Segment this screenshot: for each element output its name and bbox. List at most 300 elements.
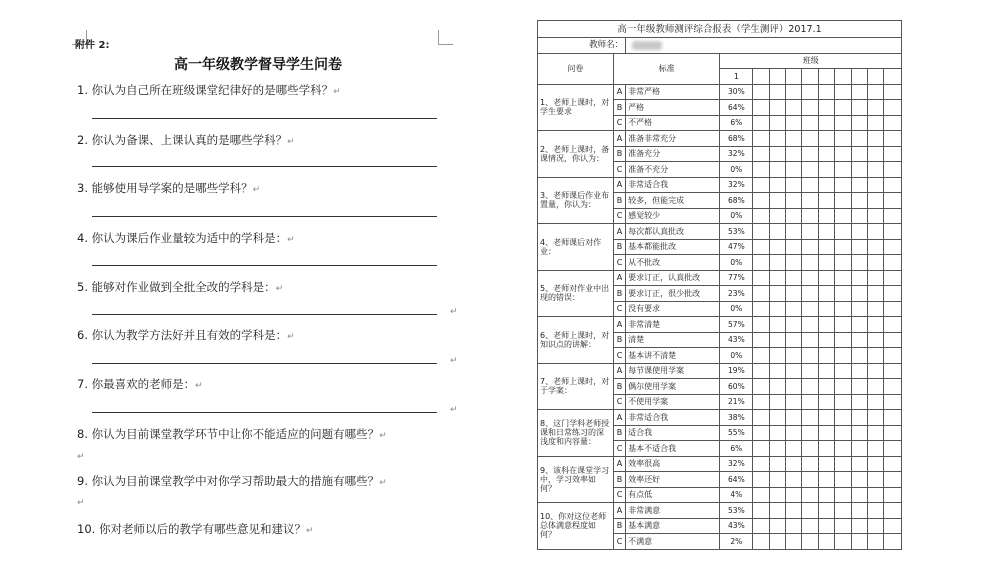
empty-cell [802, 84, 818, 100]
question-6: 6. 你认为教学方法好并且有效的学科是：↵ [77, 328, 295, 342]
option-letter: A [613, 84, 625, 100]
empty-cell [851, 100, 867, 116]
empty-cell [851, 301, 867, 317]
empty-cell [769, 100, 785, 116]
option-text: 要求订正，认真批改 [626, 270, 720, 286]
empty-cell [786, 115, 802, 131]
empty-cell [786, 456, 802, 472]
empty-cell [818, 410, 834, 426]
empty-cell [786, 487, 802, 503]
crop-mark-top-right [438, 30, 453, 45]
empty-cell [769, 162, 785, 178]
empty-cell [868, 301, 884, 317]
empty-cell [802, 394, 818, 410]
percentage-cell: 32% [720, 146, 753, 162]
empty-cell [818, 100, 834, 116]
option-letter: B [613, 332, 625, 348]
evaluation-table [537, 20, 902, 550]
percentage-cell: 32% [720, 456, 753, 472]
empty-cell [835, 379, 851, 395]
option-text: 严格 [626, 100, 720, 116]
option-letter: B [613, 472, 625, 488]
empty-cell [802, 363, 818, 379]
percentage-cell: 77% [720, 270, 753, 286]
empty-cell [868, 317, 884, 333]
empty-cell [753, 131, 769, 147]
option-text: 效率还好 [626, 472, 720, 488]
empty-cell [884, 255, 902, 271]
empty-cell [884, 193, 902, 209]
empty-cell [786, 255, 802, 271]
option-letter: C [613, 115, 625, 131]
empty-cell [868, 394, 884, 410]
empty-cell [884, 332, 902, 348]
empty-cell [835, 84, 851, 100]
empty-cell [802, 472, 818, 488]
empty-cell [769, 441, 785, 457]
empty-cell [884, 317, 902, 333]
empty-cell [753, 379, 769, 395]
empty-cell [851, 332, 867, 348]
empty-cell [786, 193, 802, 209]
empty-cell [884, 534, 902, 550]
option-text: 基本满意 [626, 518, 720, 534]
empty-cell [868, 379, 884, 395]
empty-cell [786, 534, 802, 550]
empty-cell [835, 224, 851, 240]
percentage-cell: 60% [720, 379, 753, 395]
table-row [538, 317, 902, 333]
percentage-cell: 47% [720, 239, 753, 255]
option-letter: B [613, 146, 625, 162]
percentage-cell: 0% [720, 162, 753, 178]
percentage-cell: 19% [720, 363, 753, 379]
option-text: 要求订正，很少批改 [626, 286, 720, 302]
empty-cell [818, 348, 834, 364]
option-text: 不满意 [626, 534, 720, 550]
empty-cell [769, 332, 785, 348]
empty-cell [818, 224, 834, 240]
empty-cell [835, 410, 851, 426]
paragraph-mark: ↵ [77, 498, 85, 508]
percentage-cell: 55% [720, 425, 753, 441]
option-text: 准备不充分 [626, 162, 720, 178]
empty-cell [868, 270, 884, 286]
empty-cell [753, 286, 769, 302]
empty-cell [753, 487, 769, 503]
question-8: 8. 你认为目前课堂教学环节中让你不能适应的问题有哪些？↵ [77, 427, 387, 441]
header-standard: 标准 [613, 53, 720, 84]
empty-cell [818, 146, 834, 162]
header-question: 问卷 [538, 53, 614, 84]
empty-cell [835, 146, 851, 162]
question-7: 7. 你最喜欢的老师是：↵ [77, 377, 203, 391]
empty-cell [786, 100, 802, 116]
empty-cell [835, 131, 851, 147]
empty-cell [802, 255, 818, 271]
option-letter: B [613, 425, 625, 441]
attachment-label: 附件 2: [75, 40, 110, 51]
option-letter: B [613, 193, 625, 209]
empty-cell [769, 69, 785, 85]
option-text: 非常清楚 [626, 317, 720, 333]
empty-cell [884, 379, 902, 395]
empty-cell [868, 115, 884, 131]
empty-cell [868, 503, 884, 519]
question-cell: 9、该科在课堂学习中，学习效率如何？ [538, 456, 614, 503]
empty-cell [851, 503, 867, 519]
option-text: 偶尔使用学案 [626, 379, 720, 395]
question-cell: 10、你对这位老师总体满意程度如何？ [538, 503, 614, 550]
empty-cell [851, 487, 867, 503]
option-letter: B [613, 239, 625, 255]
empty-cell [818, 177, 834, 193]
empty-cell [851, 84, 867, 100]
empty-cell [851, 193, 867, 209]
empty-cell [884, 363, 902, 379]
empty-cell [884, 394, 902, 410]
empty-cell [835, 286, 851, 302]
empty-cell [851, 146, 867, 162]
empty-cell [786, 332, 802, 348]
empty-cell [769, 363, 785, 379]
option-letter: B [613, 286, 625, 302]
empty-cell [753, 456, 769, 472]
empty-cell [753, 410, 769, 426]
empty-cell [818, 503, 834, 519]
empty-cell [786, 208, 802, 224]
option-letter: B [613, 518, 625, 534]
percentage-cell: 53% [720, 224, 753, 240]
option-letter: A [613, 410, 625, 426]
empty-cell [884, 487, 902, 503]
option-letter: C [613, 534, 625, 550]
empty-cell [753, 441, 769, 457]
empty-cell [835, 472, 851, 488]
empty-cell [868, 131, 884, 147]
empty-cell [769, 425, 785, 441]
option-text: 非常适合我 [626, 410, 720, 426]
empty-cell [786, 472, 802, 488]
empty-cell [868, 332, 884, 348]
empty-cell [868, 193, 884, 209]
percentage-cell: 0% [720, 348, 753, 364]
option-text: 基本不适合我 [626, 441, 720, 457]
empty-cell [851, 208, 867, 224]
empty-cell [818, 379, 834, 395]
empty-cell [884, 456, 902, 472]
empty-cell [818, 239, 834, 255]
empty-cell [802, 193, 818, 209]
percentage-cell: 38% [720, 410, 753, 426]
empty-cell [753, 503, 769, 519]
empty-cell [835, 193, 851, 209]
empty-cell [851, 317, 867, 333]
empty-cell [818, 518, 834, 534]
answer-line-2 [92, 166, 437, 167]
option-letter: C [613, 162, 625, 178]
empty-cell [769, 394, 785, 410]
question-cell: 4、老师课后对作业： [538, 224, 614, 271]
answer-line-3 [92, 216, 437, 217]
empty-cell [786, 270, 802, 286]
empty-cell [769, 379, 785, 395]
empty-cell [753, 332, 769, 348]
empty-cell [818, 131, 834, 147]
empty-cell [851, 363, 867, 379]
empty-cell [884, 410, 902, 426]
option-letter: C [613, 348, 625, 364]
empty-cell [802, 301, 818, 317]
percentage-cell: 32% [720, 177, 753, 193]
empty-cell [753, 193, 769, 209]
empty-cell [786, 410, 802, 426]
empty-cell [868, 224, 884, 240]
table-row [538, 270, 902, 286]
question-5: 5. 能够对作业做到全批全改的学科是：↵ [77, 280, 284, 294]
evaluation-report [537, 20, 902, 561]
empty-cell [868, 348, 884, 364]
empty-cell [884, 177, 902, 193]
empty-cell [753, 472, 769, 488]
table-row [538, 131, 902, 147]
empty-cell [851, 270, 867, 286]
empty-cell [818, 255, 834, 271]
empty-cell [835, 69, 851, 85]
empty-cell [786, 348, 802, 364]
empty-cell [753, 239, 769, 255]
empty-cell [802, 348, 818, 364]
empty-cell [868, 69, 884, 85]
empty-cell [851, 348, 867, 364]
teacher-name-redacted [626, 38, 902, 54]
option-letter: A [613, 270, 625, 286]
empty-cell [851, 162, 867, 178]
empty-cell [753, 224, 769, 240]
empty-cell [835, 503, 851, 519]
empty-cell [802, 534, 818, 550]
empty-cell [835, 100, 851, 116]
empty-cell [753, 115, 769, 131]
option-letter: B [613, 379, 625, 395]
empty-cell [884, 518, 902, 534]
empty-cell [884, 146, 902, 162]
question-cell: 1、老师上课时，对学生要求 [538, 84, 614, 131]
empty-cell [769, 286, 785, 302]
empty-cell [835, 456, 851, 472]
empty-cell [884, 348, 902, 364]
header-class-1: 1 [720, 69, 753, 85]
option-letter: A [613, 363, 625, 379]
empty-cell [802, 69, 818, 85]
table-row [538, 177, 902, 193]
empty-cell [786, 518, 802, 534]
empty-cell [851, 410, 867, 426]
option-text: 效率很高 [626, 456, 720, 472]
option-text: 非常严格 [626, 84, 720, 100]
empty-cell [884, 208, 902, 224]
percentage-cell: 64% [720, 472, 753, 488]
answer-line-1 [92, 118, 437, 119]
empty-cell [835, 518, 851, 534]
empty-cell [769, 193, 785, 209]
percentage-cell: 4% [720, 487, 753, 503]
option-text: 有点低 [626, 487, 720, 503]
empty-cell [884, 270, 902, 286]
empty-cell [868, 162, 884, 178]
empty-cell [753, 162, 769, 178]
empty-cell [868, 146, 884, 162]
empty-cell [835, 317, 851, 333]
question-cell: 2、老师上课时，备课情况，你认为： [538, 131, 614, 178]
empty-cell [802, 518, 818, 534]
percentage-cell: 0% [720, 208, 753, 224]
empty-cell [851, 177, 867, 193]
table-row [538, 410, 902, 426]
table-row [538, 503, 902, 519]
empty-cell [818, 456, 834, 472]
empty-cell [786, 177, 802, 193]
option-letter: A [613, 224, 625, 240]
empty-cell [851, 472, 867, 488]
percentage-cell: 30% [720, 84, 753, 100]
percentage-cell: 68% [720, 193, 753, 209]
empty-cell [868, 208, 884, 224]
question-cell: 6、老师上课时，对知识点的讲解： [538, 317, 614, 364]
empty-cell [802, 224, 818, 240]
empty-cell [769, 301, 785, 317]
table-row [538, 84, 902, 100]
empty-cell [786, 286, 802, 302]
answer-line-7 [92, 412, 437, 413]
empty-cell [884, 131, 902, 147]
empty-cell [753, 100, 769, 116]
empty-cell [818, 472, 834, 488]
option-text: 从不批改 [626, 255, 720, 271]
empty-cell [802, 410, 818, 426]
empty-cell [753, 534, 769, 550]
header-class: 班级 [720, 53, 902, 69]
percentage-cell: 23% [720, 286, 753, 302]
empty-cell [786, 84, 802, 100]
empty-cell [884, 100, 902, 116]
empty-cell [818, 193, 834, 209]
empty-cell [769, 146, 785, 162]
empty-cell [786, 317, 802, 333]
option-text: 准备非常充分 [626, 131, 720, 147]
option-letter: C [613, 208, 625, 224]
option-letter: C [613, 394, 625, 410]
empty-cell [868, 534, 884, 550]
empty-cell [753, 317, 769, 333]
empty-cell [753, 270, 769, 286]
empty-cell [884, 224, 902, 240]
empty-cell [835, 348, 851, 364]
empty-cell [753, 255, 769, 271]
empty-cell [884, 503, 902, 519]
empty-cell [753, 208, 769, 224]
empty-cell [851, 425, 867, 441]
empty-cell [884, 472, 902, 488]
empty-cell [835, 162, 851, 178]
empty-cell [835, 441, 851, 457]
empty-cell [835, 177, 851, 193]
empty-cell [868, 410, 884, 426]
empty-cell [818, 286, 834, 302]
empty-cell [753, 177, 769, 193]
empty-cell [818, 270, 834, 286]
question-cell: 7、老师上课时，对于学案： [538, 363, 614, 410]
empty-cell [818, 534, 834, 550]
empty-cell [818, 332, 834, 348]
empty-cell [753, 84, 769, 100]
option-letter: A [613, 131, 625, 147]
percentage-cell: 53% [720, 503, 753, 519]
empty-cell [769, 503, 785, 519]
empty-cell [769, 224, 785, 240]
empty-cell [835, 255, 851, 271]
option-text: 每节课使用学案 [626, 363, 720, 379]
empty-cell [851, 131, 867, 147]
questionnaire-page [58, 20, 458, 562]
empty-cell [802, 115, 818, 131]
empty-cell [769, 208, 785, 224]
empty-cell [802, 379, 818, 395]
empty-cell [851, 534, 867, 550]
paragraph-mark: ↵ [450, 356, 458, 366]
questionnaire-title: 高一年级教学督导学生问卷 [174, 57, 342, 73]
percentage-cell: 57% [720, 317, 753, 333]
empty-cell [884, 425, 902, 441]
empty-cell [802, 270, 818, 286]
empty-cell [769, 239, 785, 255]
empty-cell [802, 487, 818, 503]
empty-cell [868, 456, 884, 472]
empty-cell [851, 379, 867, 395]
empty-cell [786, 162, 802, 178]
empty-cell [753, 394, 769, 410]
empty-cell [818, 487, 834, 503]
empty-cell [818, 84, 834, 100]
empty-cell [786, 363, 802, 379]
percentage-cell: 6% [720, 115, 753, 131]
empty-cell [818, 441, 834, 457]
empty-cell [868, 84, 884, 100]
question-4: 4. 你认为课后作业量较为适中的学科是：↵ [77, 231, 295, 245]
empty-cell [884, 69, 902, 85]
percentage-cell: 21% [720, 394, 753, 410]
empty-cell [786, 441, 802, 457]
question-10: 10. 你对老师以后的教学有哪些意见和建议？↵ [77, 522, 314, 536]
empty-cell [802, 208, 818, 224]
empty-cell [802, 131, 818, 147]
option-text: 基本讲不清楚 [626, 348, 720, 364]
percentage-cell: 6% [720, 441, 753, 457]
empty-cell [802, 100, 818, 116]
option-text: 感觉较少 [626, 208, 720, 224]
empty-cell [802, 503, 818, 519]
option-letter: C [613, 255, 625, 271]
empty-cell [868, 100, 884, 116]
empty-cell [769, 270, 785, 286]
empty-cell [851, 518, 867, 534]
empty-cell [835, 301, 851, 317]
option-text: 清楚 [626, 332, 720, 348]
empty-cell [786, 301, 802, 317]
empty-cell [818, 162, 834, 178]
empty-cell [786, 146, 802, 162]
empty-cell [818, 69, 834, 85]
